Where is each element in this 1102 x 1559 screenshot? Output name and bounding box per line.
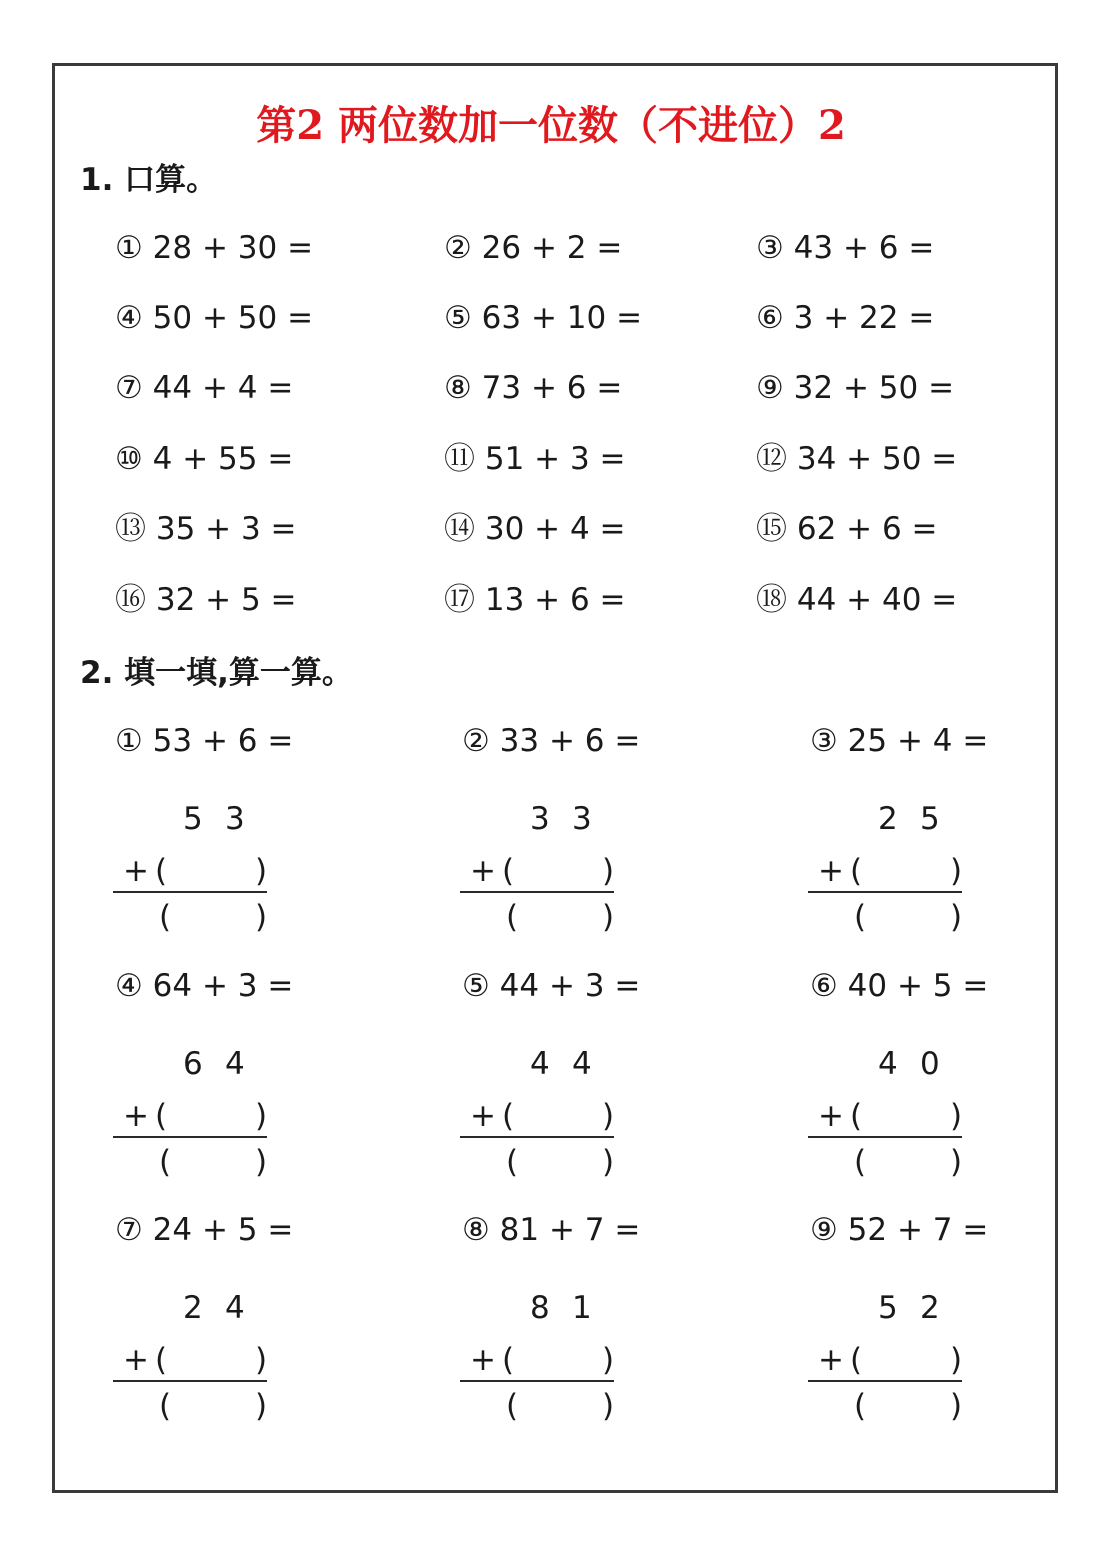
vertical-problem-equation: ② 33 + 6 = bbox=[462, 723, 641, 759]
vertical-addition-block bbox=[113, 801, 271, 935]
ones-digit: 1 bbox=[572, 1290, 592, 1326]
oral-problem: ⑪ 51 + 3 = bbox=[444, 441, 626, 477]
ones-digit: 3 bbox=[572, 801, 592, 837]
vertical-problem-equation: ⑨ 52 + 7 = bbox=[810, 1212, 989, 1248]
oral-problem: ③ 43 + 6 = bbox=[756, 230, 935, 266]
vertical-problem-equation: ③ 25 + 4 = bbox=[810, 723, 989, 759]
sum-line bbox=[808, 891, 962, 893]
sum-line bbox=[808, 1380, 962, 1382]
ones-digit: 4 bbox=[572, 1046, 592, 1082]
plus-sign: + bbox=[818, 1098, 844, 1134]
addend-close-paren: ) bbox=[255, 1098, 268, 1134]
addend-close-paren: ) bbox=[255, 853, 268, 889]
oral-problem: ⑧ 73 + 6 = bbox=[444, 370, 623, 406]
sum-line bbox=[460, 1136, 614, 1138]
addend-open-paren: ( bbox=[502, 853, 515, 889]
addend-close-paren: ) bbox=[950, 1342, 963, 1378]
ones-digit: 0 bbox=[920, 1046, 940, 1082]
addend-open-paren: ( bbox=[850, 1098, 863, 1134]
oral-problem: ⑰ 13 + 6 = bbox=[444, 582, 626, 618]
section-2-heading: 2. 填一填,算一算。 bbox=[80, 655, 353, 691]
oral-problem: ⑩ 4 + 55 = bbox=[115, 441, 294, 477]
tens-digit: 5 bbox=[878, 1290, 898, 1326]
sum-close-paren: ) bbox=[950, 1144, 963, 1180]
sum-open-paren: ( bbox=[159, 1144, 172, 1180]
tens-digit: 4 bbox=[878, 1046, 898, 1082]
sum-open-paren: ( bbox=[506, 1144, 519, 1180]
addend-open-paren: ( bbox=[850, 853, 863, 889]
oral-problem: ⑥ 3 + 22 = bbox=[756, 300, 935, 336]
sum-open-paren: ( bbox=[506, 899, 519, 935]
sum-close-paren: ) bbox=[602, 1144, 615, 1180]
vertical-addition-block bbox=[460, 1290, 618, 1424]
oral-problem: ⑤ 63 + 10 = bbox=[444, 300, 643, 336]
addend-open-paren: ( bbox=[155, 1098, 168, 1134]
plus-sign: + bbox=[818, 853, 844, 889]
oral-problem: ⑭ 30 + 4 = bbox=[444, 511, 626, 547]
sum-open-paren: ( bbox=[159, 899, 172, 935]
tens-digit: 4 bbox=[530, 1046, 550, 1082]
sum-line bbox=[113, 1380, 267, 1382]
ones-digit: 4 bbox=[225, 1290, 245, 1326]
addend-close-paren: ) bbox=[950, 1098, 963, 1134]
vertical-problem-equation: ④ 64 + 3 = bbox=[115, 968, 294, 1004]
oral-problem: ⑯ 32 + 5 = bbox=[115, 582, 297, 618]
addend-close-paren: ) bbox=[602, 1342, 615, 1378]
oral-problem: ④ 50 + 50 = bbox=[115, 300, 314, 336]
addend-open-paren: ( bbox=[155, 853, 168, 889]
plus-sign: + bbox=[818, 1342, 844, 1378]
addend-close-paren: ) bbox=[602, 1098, 615, 1134]
addend-close-paren: ) bbox=[602, 853, 615, 889]
plus-sign: + bbox=[470, 1098, 496, 1134]
addend-close-paren: ) bbox=[255, 1342, 268, 1378]
oral-problem: ⑬ 35 + 3 = bbox=[115, 511, 297, 547]
plus-sign: + bbox=[123, 853, 149, 889]
sum-close-paren: ) bbox=[602, 1388, 615, 1424]
tens-digit: 2 bbox=[878, 801, 898, 837]
sum-line bbox=[460, 1380, 614, 1382]
oral-problem: ⑨ 32 + 50 = bbox=[756, 370, 955, 406]
addend-open-paren: ( bbox=[155, 1342, 168, 1378]
worksheet-title: 第2 两位数加一位数（不进位）2 bbox=[256, 102, 846, 149]
ones-digit: 4 bbox=[225, 1046, 245, 1082]
sum-line bbox=[113, 1136, 267, 1138]
plus-sign: + bbox=[470, 1342, 496, 1378]
oral-problem: ① 28 + 30 = bbox=[115, 230, 314, 266]
vertical-problem-equation: ⑤ 44 + 3 = bbox=[462, 968, 641, 1004]
plus-sign: + bbox=[123, 1098, 149, 1134]
vertical-problem-equation: ① 53 + 6 = bbox=[115, 723, 294, 759]
tens-digit: 6 bbox=[183, 1046, 203, 1082]
sum-open-paren: ( bbox=[854, 1388, 867, 1424]
tens-digit: 3 bbox=[530, 801, 550, 837]
sum-line bbox=[460, 891, 614, 893]
vertical-addition-block bbox=[460, 1046, 618, 1180]
ones-digit: 5 bbox=[920, 801, 940, 837]
vertical-addition-block bbox=[113, 1046, 271, 1180]
vertical-problem-equation: ⑦ 24 + 5 = bbox=[115, 1212, 294, 1248]
vertical-problem-equation: ⑧ 81 + 7 = bbox=[462, 1212, 641, 1248]
sum-close-paren: ) bbox=[255, 899, 268, 935]
vertical-addition-block bbox=[808, 1046, 966, 1180]
sum-line bbox=[808, 1136, 962, 1138]
oral-problem: ⑮ 62 + 6 = bbox=[756, 511, 938, 547]
tens-digit: 2 bbox=[183, 1290, 203, 1326]
sum-close-paren: ) bbox=[255, 1388, 268, 1424]
ones-digit: 3 bbox=[225, 801, 245, 837]
oral-problem: ② 26 + 2 = bbox=[444, 230, 623, 266]
sum-close-paren: ) bbox=[950, 899, 963, 935]
sum-close-paren: ) bbox=[950, 1388, 963, 1424]
section-1-heading: 1. 口算。 bbox=[80, 162, 218, 198]
vertical-problem-equation: ⑥ 40 + 5 = bbox=[810, 968, 989, 1004]
addend-open-paren: ( bbox=[502, 1342, 515, 1378]
sum-close-paren: ) bbox=[255, 1144, 268, 1180]
sum-open-paren: ( bbox=[854, 1144, 867, 1180]
addend-open-paren: ( bbox=[850, 1342, 863, 1378]
sum-open-paren: ( bbox=[159, 1388, 172, 1424]
vertical-addition-block bbox=[808, 801, 966, 935]
oral-problem: ⑫ 34 + 50 = bbox=[756, 441, 958, 477]
oral-problem: ⑦ 44 + 4 = bbox=[115, 370, 294, 406]
tens-digit: 8 bbox=[530, 1290, 550, 1326]
addend-close-paren: ) bbox=[950, 853, 963, 889]
tens-digit: 5 bbox=[183, 801, 203, 837]
sum-close-paren: ) bbox=[602, 899, 615, 935]
vertical-addition-block bbox=[113, 1290, 271, 1424]
ones-digit: 2 bbox=[920, 1290, 940, 1326]
vertical-addition-block bbox=[460, 801, 618, 935]
plus-sign: + bbox=[470, 853, 496, 889]
plus-sign: + bbox=[123, 1342, 149, 1378]
oral-problem: ⑱ 44 + 40 = bbox=[756, 582, 958, 618]
sum-open-paren: ( bbox=[854, 899, 867, 935]
sum-line bbox=[113, 891, 267, 893]
sum-open-paren: ( bbox=[506, 1388, 519, 1424]
addend-open-paren: ( bbox=[502, 1098, 515, 1134]
vertical-addition-block bbox=[808, 1290, 966, 1424]
worksheet-frame bbox=[52, 63, 1058, 1493]
